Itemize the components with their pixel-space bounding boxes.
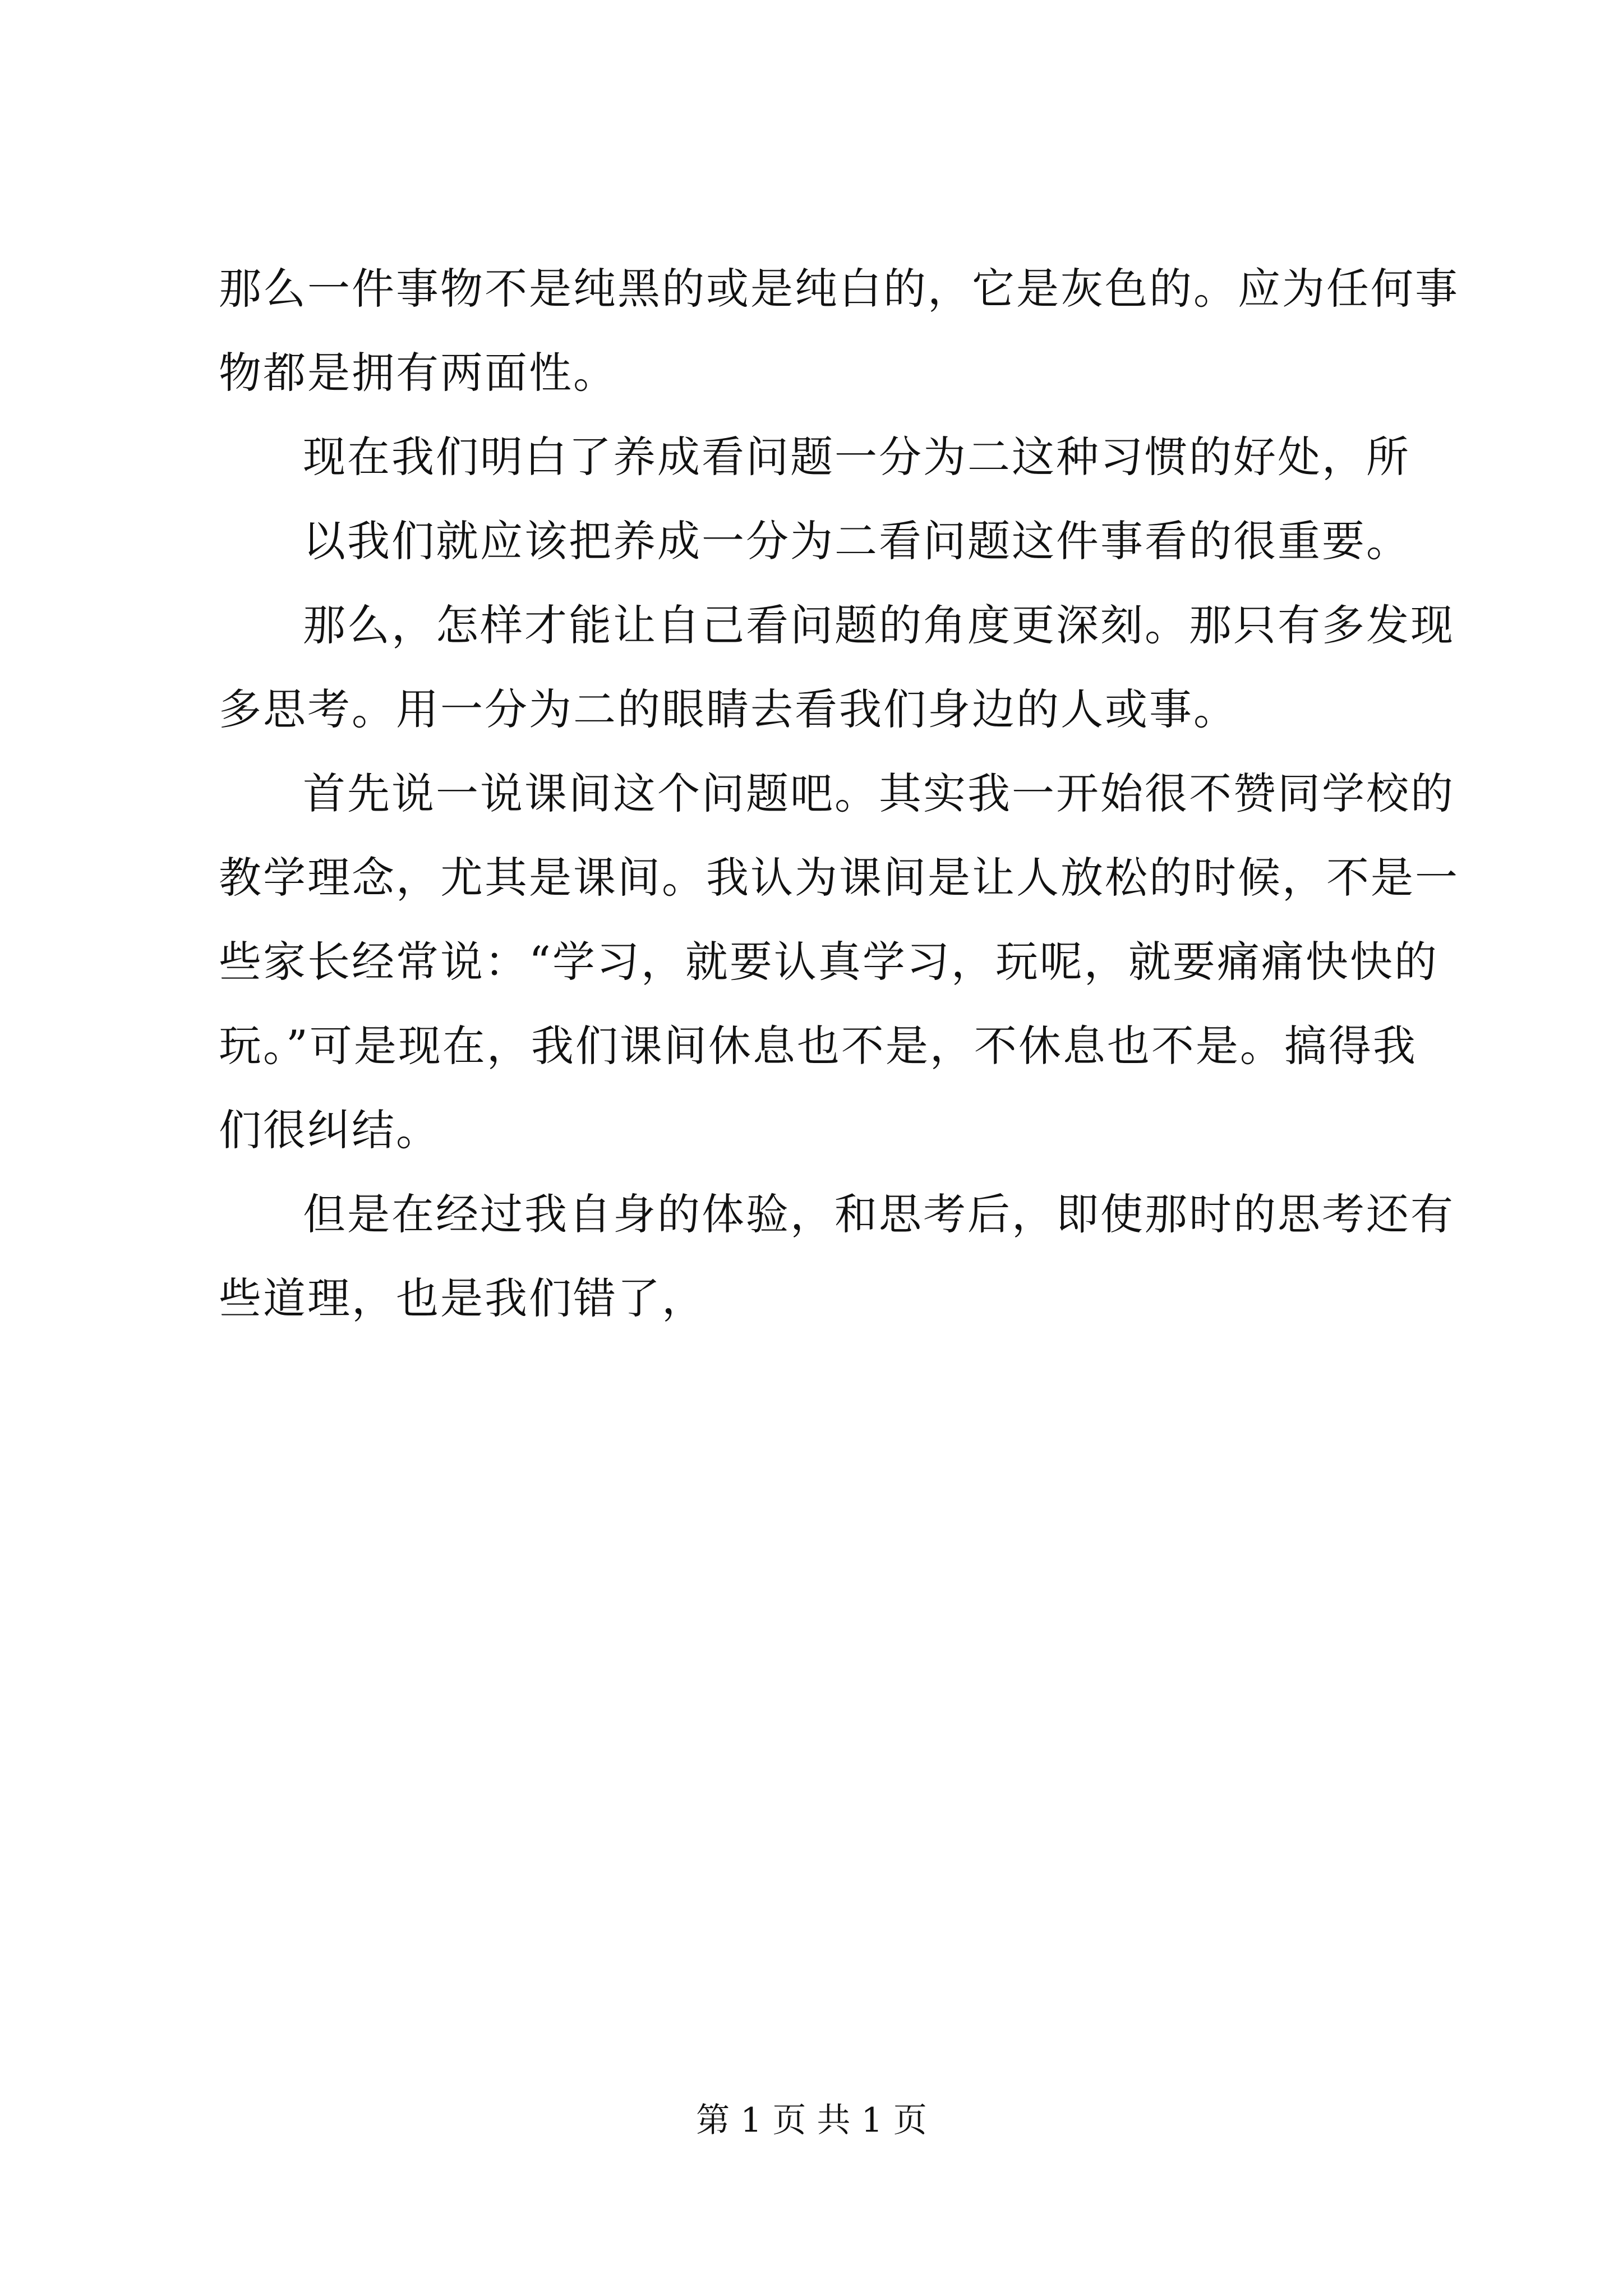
text-line: 们很纠结。 (219, 1105, 440, 1155)
text-line: 教学理念，尤其是课间。我认为课间是让人放松的时候，不是一 (219, 853, 1459, 903)
text-line: 玩。”可是现在，我们课间休息也不是，不休息也不是。搞得我 (219, 1021, 1417, 1071)
text-line: 以我们就应该把养成一分为二看问题这件事看的很重要。 (303, 516, 1410, 566)
text-line: 那么一件事物不是纯黑的或是纯白的，它是灰色的。应为任何事 (219, 264, 1459, 314)
paragraph-first-line: 现在我们明白了养成看问题一分为二这种习惯的好处，所 (303, 432, 1410, 482)
text-line: 物都是拥有两面性。 (219, 348, 617, 398)
text-line: 些家长经常说：“学习，就要认真学习，玩呢，就要痛痛快快的 (219, 937, 1438, 987)
paragraph-first-line: 但是在经过我自身的体验，和思考后，即使那时的思考还有 (303, 1189, 1455, 1239)
paragraph-first-line: 那么，怎样才能让自己看问题的角度更深刻。那只有多发现 (303, 600, 1455, 650)
page-number-footer: 第 1 页 共 1 页 (696, 2101, 927, 2140)
text-line: 多思考。用一分为二的眼睛去看我们身边的人或事。 (219, 684, 1238, 734)
paragraph-first-line: 首先说一说课间这个问题吧。其实我一开始很不赞同学校的 (303, 769, 1455, 818)
text-line: 些道理，也是我们错了， (219, 1273, 706, 1323)
